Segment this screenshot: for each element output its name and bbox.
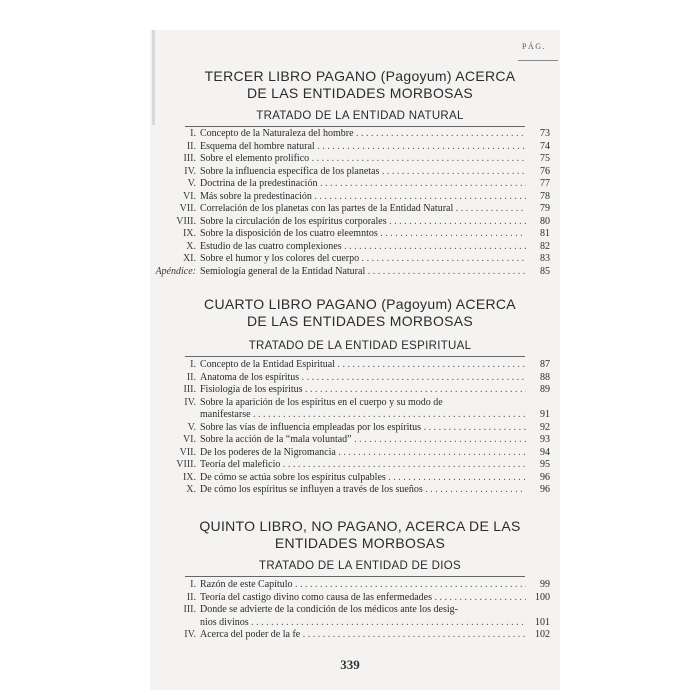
toc-entry-title: De los poderes de la Nigromancia . . . [200, 447, 526, 459]
toc-entry-title: Esquema del hombre natural . . . [200, 141, 526, 153]
section-title [180, 296, 540, 330]
toc-entry-page: 76 [540, 165, 550, 177]
toc-entry-title: Estudio de las cuatro complexiones . . . [200, 241, 526, 253]
toc-entry-number: II. [186, 591, 196, 603]
toc-entry-number: V. [187, 421, 196, 433]
toc-entry-title: Semiología general de la Entidad Natural . . . [200, 266, 526, 278]
toc-entry-page: 81 [540, 228, 550, 239]
toc-entry-title: Doctrina de la predestinación . . . [200, 178, 526, 190]
toc-entry-number: VIII. [176, 215, 196, 227]
toc-entry-page: 83 [540, 253, 550, 264]
toc-entry-page: 89 [540, 384, 550, 395]
toc-entry-number: I. [190, 579, 196, 590]
toc-entry [150, 166, 550, 178]
section-title [180, 68, 540, 102]
toc-entry-page: 99 [540, 579, 550, 590]
toc-entry [150, 617, 550, 629]
toc-entry [150, 472, 550, 484]
toc-entry-page: 80 [540, 215, 550, 227]
toc-entry [150, 434, 550, 446]
toc-entry-number: VII. [179, 446, 196, 458]
toc-entry-number: VI. [182, 434, 196, 445]
section-title-line: DE LAS ENTIDADES MORBOSAS [246, 313, 474, 329]
toc-entry-title: Correlación de los planetas con las partes de la Entidad Natural . . . [200, 203, 526, 215]
toc-entry-page: 96 [540, 484, 550, 495]
toc-entry-title: manifestarse . . . [200, 409, 526, 421]
toc-entry [150, 372, 550, 384]
treatise-heading: TRATADO DE LA ENTIDAD NATURAL [256, 110, 464, 122]
toc-entry-title: Sobre la acción de la “mala voluntad” . . . [200, 434, 526, 446]
toc-entry-page: 85 [540, 265, 550, 277]
toc-entry-page: 95 [540, 459, 550, 470]
toc-entry [150, 153, 550, 165]
toc-entry-page: 102 [535, 629, 550, 640]
toc-entry-title: Sobre el elemento prolífico . . . [200, 153, 526, 165]
toc-entry-number: IV. [184, 396, 196, 408]
toc-entry-title: Sobre el humor y los colores del cuerpo . . . [200, 253, 526, 265]
toc-entry [150, 191, 550, 203]
toc-entry-title: Sobre la influencia específica de los planetas . . . [200, 166, 526, 178]
toc-entry-number: IX. [182, 228, 196, 239]
toc-entry [150, 592, 550, 604]
toc-entry-number: VII. [179, 203, 196, 214]
toc-entry-page: 75 [540, 153, 550, 164]
toc-entry [150, 629, 550, 641]
toc-entry-number: VIII. [176, 459, 196, 470]
toc-entry [150, 203, 550, 215]
toc-entry-title: Fisiología de los espíritus . . . [200, 384, 526, 396]
toc-entry-title: Sobre la aparición de los espíritus en el cuerpo y su modo de [200, 396, 443, 408]
toc-entry [150, 266, 550, 278]
header-rule [518, 60, 558, 61]
toc-entry-number: II. [186, 140, 196, 152]
toc-entry [150, 241, 550, 253]
section-rule [185, 356, 525, 357]
toc-entry-page: 82 [540, 240, 550, 252]
toc-entry [150, 253, 550, 265]
section-title-line: CUARTO LIBRO PAGANO (Pagoyum) ACERCA [204, 296, 516, 312]
page-column-header: PÁG. [522, 42, 547, 51]
treatise-heading: TRATADO DE LA ENTIDAD ESPIRITUAL [248, 340, 472, 352]
toc-entry [150, 228, 550, 240]
toc-entry-number: III. [183, 384, 196, 395]
toc-entry-title: Acerca del poder de la fe . . . [200, 629, 526, 641]
toc-entry-page: 88 [540, 371, 550, 383]
toc-entry-number: II. [186, 371, 196, 383]
page-number: 339 [340, 657, 360, 672]
page-edge [152, 30, 155, 125]
toc-entry-page: 100 [535, 591, 550, 603]
toc-entry-title: Teoría del castigo divino como causa de las enfermedades . . . [200, 592, 526, 604]
toc-entry-number: X. [186, 240, 196, 252]
toc-entry [150, 604, 550, 616]
toc-entry [150, 409, 550, 421]
toc-entry-page: 94 [540, 446, 550, 458]
toc-entry [150, 384, 550, 396]
toc-entry-number: IX. [182, 471, 196, 483]
section-rule [185, 576, 525, 577]
section-title-line: QUINTO LIBRO, NO PAGANO, ACERCA DE LAS [199, 518, 521, 534]
toc-entry-title: nios divinos . . . [200, 617, 526, 629]
section-rule [185, 126, 525, 127]
toc-entry [150, 459, 550, 471]
toc-entry-page: 96 [540, 471, 550, 483]
toc-entry [150, 359, 550, 371]
toc-entry [150, 128, 550, 140]
toc-entry-number: XI. [182, 253, 196, 264]
toc-entry-title: Más sobre la predestinación . . . [200, 191, 526, 203]
toc-entry [150, 141, 550, 153]
toc-entry [150, 178, 550, 190]
toc-entry [150, 484, 550, 496]
toc-entry-page: 92 [540, 421, 550, 433]
toc-entry-title: Donde se advierte de la condición de los médicos ante los desig- [200, 604, 458, 615]
toc-entry [150, 579, 550, 591]
toc-entry [150, 397, 550, 409]
toc-entry-title: Concepto de la Entidad Espiritual . . . [200, 359, 526, 371]
toc-entry-page: 93 [540, 434, 550, 445]
toc-entry-page: 73 [540, 128, 550, 139]
toc-entry-title: De cómo los espíritus se influyen a través de los sueños . . . [200, 484, 526, 496]
toc-entry-number: IV. [184, 165, 196, 177]
section-title-line: DE LAS ENTIDADES MORBOSAS [246, 85, 474, 101]
toc-entry-title: Sobre la disposición de los cuatro eleemntos . . . [200, 228, 526, 240]
toc-entry-number: VI. [182, 190, 196, 202]
toc-entry-title: Teoría del maleficio . . . [200, 459, 526, 471]
toc-entry-title: De cómo se actúa sobre los espíritus culpables . . . [200, 472, 526, 484]
toc-entry-title: Razón de este Capítulo . . . [200, 579, 526, 591]
toc-entry-number: I. [190, 359, 196, 370]
toc-entry-title: Sobre la circulación de los espíritus corporales . . . [200, 216, 526, 228]
toc-entry-page: 87 [540, 359, 550, 370]
toc-entry-number: III. [183, 604, 196, 615]
toc-entry-number: X. [186, 484, 196, 495]
toc-entry-page: 74 [540, 140, 550, 152]
toc-entry-number: I. [190, 128, 196, 139]
treatise-heading: TRATADO DE LA ENTIDAD DE DIOS [259, 560, 461, 572]
section-title [180, 518, 540, 552]
toc-entry-number: V. [187, 178, 196, 189]
section-title-line: ENTIDADES MORBOSAS [274, 535, 446, 551]
toc-entry-page: 78 [540, 190, 550, 202]
toc-entry-number: Apéndice: [155, 265, 196, 277]
toc-entry-number: IV. [184, 629, 196, 640]
toc-entry-page: 79 [540, 203, 550, 214]
section-title-line: TERCER LIBRO PAGANO (Pagoyum) ACERCA [204, 68, 516, 84]
toc-entry-page: 91 [540, 409, 550, 420]
toc-entry-title: Concepto de la Naturaleza del hombre . . . [200, 128, 526, 140]
toc-entry-page: 101 [535, 616, 550, 628]
toc-entry [150, 422, 550, 434]
toc-entry-page: 77 [540, 178, 550, 189]
toc-entry [150, 216, 550, 228]
toc-entry-number: III. [183, 153, 196, 164]
toc-entry [150, 447, 550, 459]
toc-entry-title: Anatoma de los espíritus . . . [200, 372, 526, 384]
toc-entry-title: Sobre las vías de influencia empleadas por los espíritus . . . [200, 422, 526, 434]
